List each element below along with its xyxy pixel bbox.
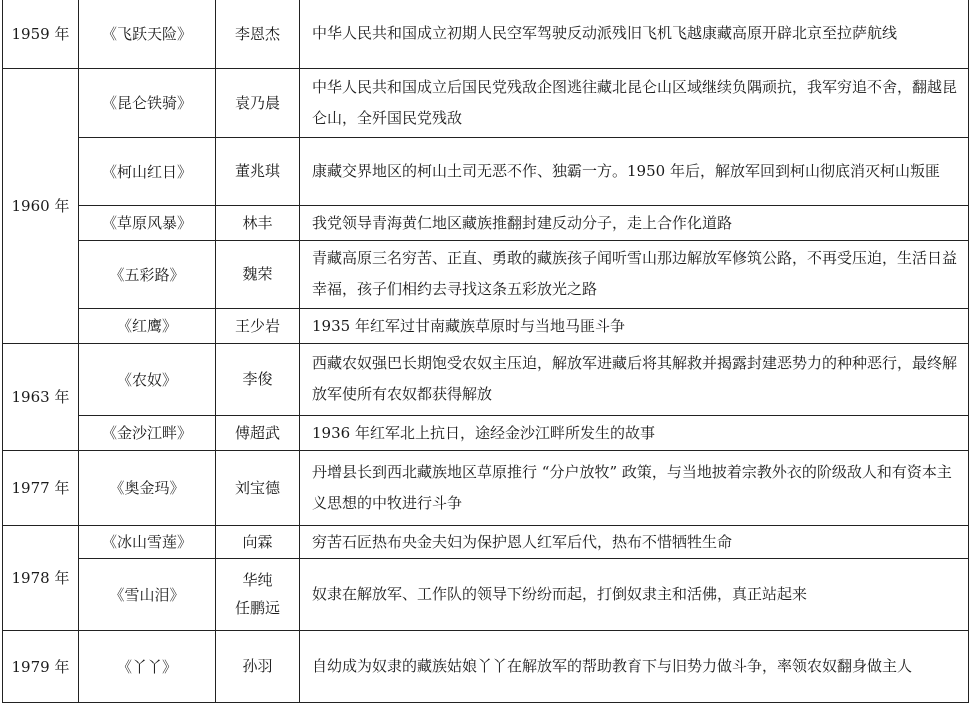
year-cell: 1960 年 [3, 68, 79, 343]
table-row [3, 343, 969, 415]
director-cell: 向霖 [216, 525, 300, 558]
synopsis-cell: 1935 年红军过甘南藏族草原时与当地马匪斗争 [300, 308, 969, 343]
film-title-cell: 《冰山雪莲》 [79, 525, 216, 558]
synopsis-cell: 自幼成为奴隶的藏族姑娘丫丫在解放军的帮助教育下与旧势力做斗争，率领农奴翻身做主人 [300, 630, 969, 702]
synopsis-cell: 奴隶在解放军、工作队的领导下纷纷而起，打倒奴隶主和活佛，真正站起来 [300, 558, 969, 630]
table-row [3, 308, 969, 343]
table-row [3, 68, 969, 137]
table-row [3, 525, 969, 558]
synopsis-cell: 中华人民共和国成立初期人民空军驾驶反动派残旧飞机飞越康藏高原开辟北京至拉萨航线 [300, 0, 969, 68]
year-cell: 1979 年 [3, 630, 79, 702]
table-row [3, 630, 969, 702]
director-name: 任鹏远 [234, 599, 280, 617]
film-title-cell: 《飞跃天险》 [79, 0, 216, 68]
table-row [3, 137, 969, 205]
film-title-cell: 《红鹰》 [79, 308, 216, 343]
synopsis-cell: 丹增县长到西北藏族地区草原推行 “分户放牧” 政策，与当地披着宗教外衣的阶级敌人和有资本主义思想的中牧进行斗争 [300, 450, 969, 525]
year-cell: 1959 年 [3, 0, 79, 68]
director-cell: 孙羽 [216, 630, 300, 702]
director-cell: 王少岩 [216, 308, 300, 343]
director-cell: 刘宝德 [216, 450, 300, 525]
film-title-cell: 《丫丫》 [79, 630, 216, 702]
synopsis-cell: 穷苦石匠热布央金夫妇为保护恩人红军后代，热布不惜牺牲生命 [300, 525, 969, 558]
synopsis-cell: 康藏交界地区的柯山土司无恶不作、独霸一方。1950 年后，解放军回到柯山彻底消灭柯山叛匪 [300, 137, 969, 205]
table-row [3, 0, 969, 68]
director-cell [216, 558, 300, 630]
director-cell: 林丰 [216, 205, 300, 240]
table-row [3, 415, 969, 450]
film-title-cell: 《昆仑铁骑》 [79, 68, 216, 137]
film-title-cell: 《奥金玛》 [79, 450, 216, 525]
director-cell: 李恩杰 [216, 0, 300, 68]
director-name: 华纯 [242, 571, 273, 589]
film-title-cell: 《草原风暴》 [79, 205, 216, 240]
year-cell: 1977 年 [3, 450, 79, 525]
table-row [3, 450, 969, 525]
film-title-cell: 《五彩路》 [79, 240, 216, 308]
year-cell: 1963 年 [3, 343, 79, 450]
film-title-cell: 《雪山泪》 [79, 558, 216, 630]
films-table [2, 0, 969, 703]
film-title-cell: 《农奴》 [79, 343, 216, 415]
table-row [3, 240, 969, 308]
table-row [3, 558, 969, 630]
director-cell: 傅超武 [216, 415, 300, 450]
synopsis-cell: 中华人民共和国成立后国民党残敌企图逃往藏北昆仑山区域继续负隅顽抗，我军穷追不舍，翻越昆仑山，全歼国民党残敌 [300, 68, 969, 137]
year-cell: 1978 年 [3, 525, 79, 630]
film-title-cell: 《柯山红日》 [79, 137, 216, 205]
table-row [3, 205, 969, 240]
director-cell: 袁乃晨 [216, 68, 300, 137]
synopsis-cell: 1936 年红军北上抗日，途经金沙江畔所发生的故事 [300, 415, 969, 450]
film-title-cell: 《金沙江畔》 [79, 415, 216, 450]
synopsis-cell: 我党领导青海黄仁地区藏族推翻封建反动分子，走上合作化道路 [300, 205, 969, 240]
director-cell: 李俊 [216, 343, 300, 415]
synopsis-cell: 西藏农奴强巴长期饱受农奴主压迫，解放军进藏后将其解救并揭露封建恶势力的种种恶行，最终解放军使所有农奴都获得解放 [300, 343, 969, 415]
director-cell: 董兆琪 [216, 137, 300, 205]
director-cell: 魏荣 [216, 240, 300, 308]
synopsis-cell: 青藏高原三名穷苦、正直、勇敢的藏族孩子闻听雪山那边解放军修筑公路，不再受压迫，生活日益幸福，孩子们相约去寻找这条五彩放光之路 [300, 240, 969, 308]
